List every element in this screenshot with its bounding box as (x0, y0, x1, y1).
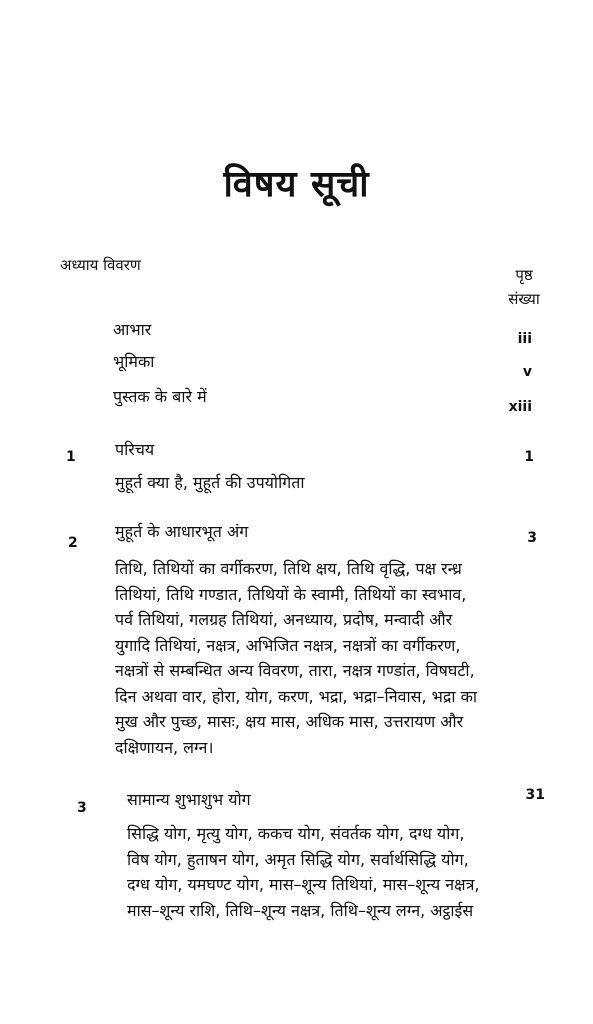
page-column-header-line-1: पृष्ठ (515, 266, 533, 284)
description-line: मास–शून्य राशि, तिथि–शून्य नक्षत्र, तिथि–शून्य लग्न, अट्ठाईस (127, 900, 474, 920)
page-title: विषय सूची (223, 164, 370, 205)
chapter-page: 31 (525, 787, 545, 803)
description-line: नक्षत्रों से सम्बन्धित अन्य विवरण, तारा, नक्षत्र गण्डांत, विषघटी, (115, 661, 475, 680)
description-line: दिन अथवा वार, होरा, योग, करण, भद्रा, भद्रा–निवास, भद्रा का (115, 686, 478, 706)
toc-entry-title[interactable]: आभार (113, 320, 152, 339)
chapter-number: 3 (77, 800, 87, 816)
chapter-page: 1 (524, 449, 534, 465)
toc-entry-title[interactable]: भूमिका (113, 352, 155, 371)
chapter-column-header: अध्याय विवरण (60, 256, 141, 274)
toc-entry-page: iii (517, 331, 532, 347)
chapter-page: 3 (527, 530, 537, 546)
page-column-header (494, 263, 554, 311)
description-line: तिथि, तिथियों का वर्गीकरण, तिथि क्षय, तिथि वृद्धि, पक्ष रन्ध्र (115, 559, 462, 578)
description-line: सिद्धि योग, मृत्यु योग, ककच योग, संवर्तक योग, दग्ध योग, (127, 824, 465, 843)
description-line: दग्ध योग, यमघण्ट योग, मास–शून्य तिथियां, मास–शून्य नक्षत्र, (127, 875, 480, 894)
toc-entry-title[interactable]: पुस्तक के बारे में (113, 387, 207, 406)
toc-entry-page: xiii (508, 399, 532, 415)
chapter-number: 2 (68, 535, 78, 551)
chapter-title[interactable]: परिचय (115, 440, 155, 459)
chapter-description (115, 470, 519, 496)
toc-entry-page: v (522, 364, 532, 380)
chapter-description (127, 821, 531, 923)
chapter-title[interactable]: मुहूर्त के आधारभूत अंग (115, 522, 249, 541)
description-line: तिथियां, तिथि गण्डात, तिथियों के स्वामी, तिथियों का स्वभाव, (115, 584, 467, 604)
description-line: युगादि तिथियां, नक्षत्र, अभिजित नक्षत्र, नक्षत्रों का वर्गीकरण, (115, 635, 461, 655)
chapter-number: 1 (66, 449, 76, 465)
description-line: मुहूर्त क्या है, मुहूर्त की उपयोगिता (115, 473, 305, 492)
page-column-header-line-2: संख्या (508, 290, 540, 308)
description-line: विष योग, हुताषन योग, अमृत सिद्धि योग, सर्वार्थसिद्धि योग, (127, 849, 469, 869)
chapter-title[interactable]: सामान्य शुभाशुभ योग (127, 790, 251, 809)
chapter-description (115, 556, 519, 760)
description-line: मुख और पुच्छ, मासः, क्षय मास, अधिक मास, उत्तरायण और (115, 712, 464, 731)
description-line: पर्व तिथियां, गलग्रह तिथियां, अनध्याय, प्रदोष, मन्वादी और (115, 610, 453, 629)
description-line: दक्षिणायन, लग्न। (115, 737, 214, 757)
